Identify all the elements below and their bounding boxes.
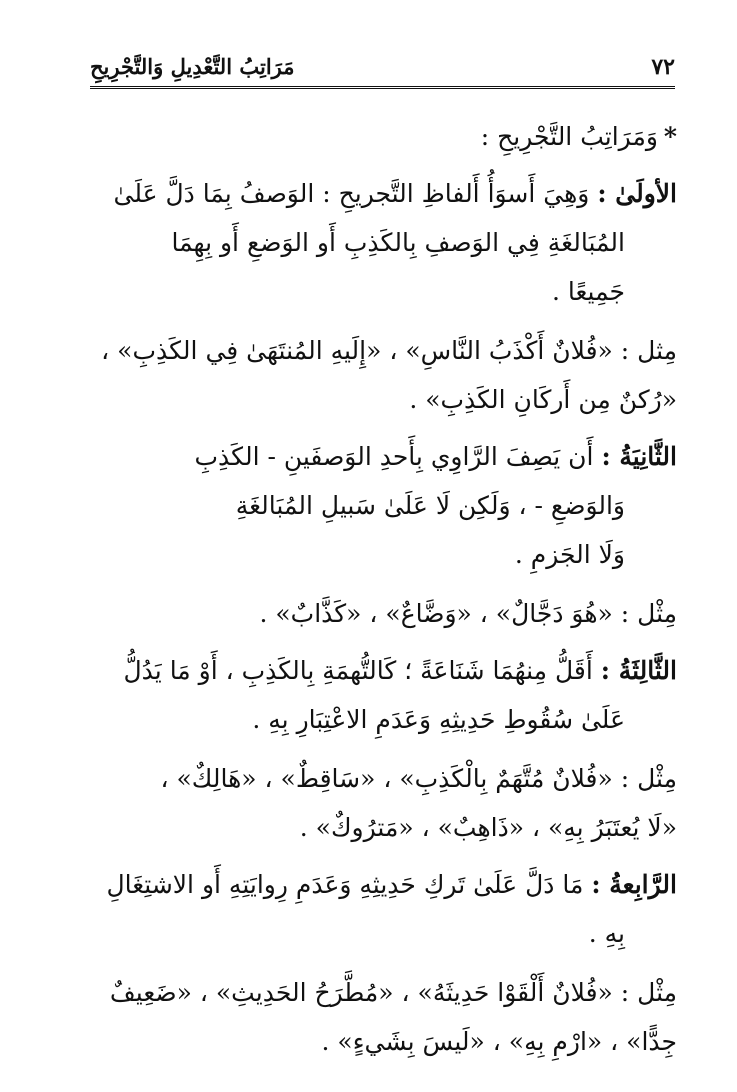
rank-2-line-2: وَالوَضعِ - ، وَلَكِن لَا عَلَىٰ سَبيلِ المُبَالغَةِ bbox=[235, 491, 625, 520]
rank-4-term: الرَّابِعةُ : bbox=[591, 870, 677, 899]
page-number: ٧٢ bbox=[651, 54, 675, 80]
rank-1 bbox=[62, 169, 677, 218]
rank-3-line-1: أَقَلُّ مِنهُمَا شَنَاعَةً ؛ كَالتُّهمَةِ بِالكَذِبِ ، أَوْ مَا يَدُلُّ bbox=[123, 656, 593, 685]
rank-3 bbox=[62, 646, 677, 695]
page-header bbox=[90, 50, 675, 89]
section-heading-text: وَمَرَاتِبُ التَّجْرِيحِ : bbox=[480, 122, 658, 151]
rank-2-term: الثَّانِيَةُ : bbox=[601, 442, 677, 471]
running-title: مَرَاتِبُ التَّعْدِيلِ وَالتَّجْرِيحِ bbox=[90, 54, 295, 79]
asterisk-marker: * bbox=[663, 122, 677, 151]
rank-1-example-line-2: «رُكنٌ مِن أَركَانِ الكَذِبِ» . bbox=[409, 385, 677, 414]
rank-4-line-2: بِهِ . bbox=[588, 919, 625, 948]
rank-1-term: الأولَىٰ : bbox=[597, 179, 677, 208]
rank-3-term: الثَّالِثَةُ : bbox=[600, 656, 677, 685]
rank-3-line-2: عَلَىٰ سُقُوطِ حَدِيثِهِ وَعَدَمِ الاعْتِبَارِ بِهِ . bbox=[252, 705, 625, 734]
rank-2-example-line-1: مِثْل : «هُوَ دَجَّالٌ» ، «وَضَّاعٌ» ، «كَذَّابٌ» . bbox=[259, 599, 677, 628]
rank-2-line-3: وَلَا الجَزمِ . bbox=[514, 540, 625, 569]
rank-4 bbox=[62, 860, 677, 909]
section-heading bbox=[62, 112, 677, 161]
rank-3-example-line-1: مِثْل : «فُلانٌ مُتَّهَمٌ بِالْكَذِبِ» ، «سَاقِطٌ» ، «هَالِكٌ» ، bbox=[160, 764, 677, 793]
page-body bbox=[62, 112, 677, 1066]
rank-2-line-1: أَن يَصِفَ الرَّاوِي بِأَحدِ الوَصفَينِ - الكَذِبِ bbox=[194, 442, 594, 471]
rank-1-line-3: جَمِيعًا . bbox=[551, 277, 625, 306]
rank-3-example-line-2: «لَا يُعتَبَرُ بِهِ» ، «ذَاهِبٌ» ، «مَترُوكٌ» . bbox=[299, 813, 677, 842]
rank-2 bbox=[62, 432, 677, 481]
rank-1-example-line-1: مِثل : «فُلانٌ أَكْذَبُ النَّاسِ» ، «إِلَيهِ المُنتَهَىٰ فِي الكَذِبِ» ، bbox=[101, 336, 677, 365]
rank-1-line-1: وَهِيَ أَسوَأُ أَلفاظِ التَّجريحِ : الوَصفُ بِمَا دَلَّ عَلَىٰ bbox=[113, 179, 590, 208]
rank-4-example-line-1: مِثْل : «فُلانٌ أَلْقَوْا حَدِيثَهُ» ، «مُطَّرَحُ الحَدِيثِ» ، «ضَعِيفٌ bbox=[109, 978, 677, 1007]
rank-4-example-line-2: جِدًّا» ، «ارْمِ بِهِ» ، «لَيسَ بِشَيءٍ» . bbox=[321, 1027, 677, 1056]
rank-4-line-1: مَا دَلَّ عَلَىٰ تَركِ حَدِيثِهِ وَعَدَمِ رِوايَتِهِ أَو الاشتِغَالِ bbox=[106, 870, 584, 899]
rank-1-line-2: المُبَالغَةِ فِي الوَصفِ بِالكَذِبِ أَو الوَضعِ أَو بِهِمَا bbox=[171, 228, 625, 257]
